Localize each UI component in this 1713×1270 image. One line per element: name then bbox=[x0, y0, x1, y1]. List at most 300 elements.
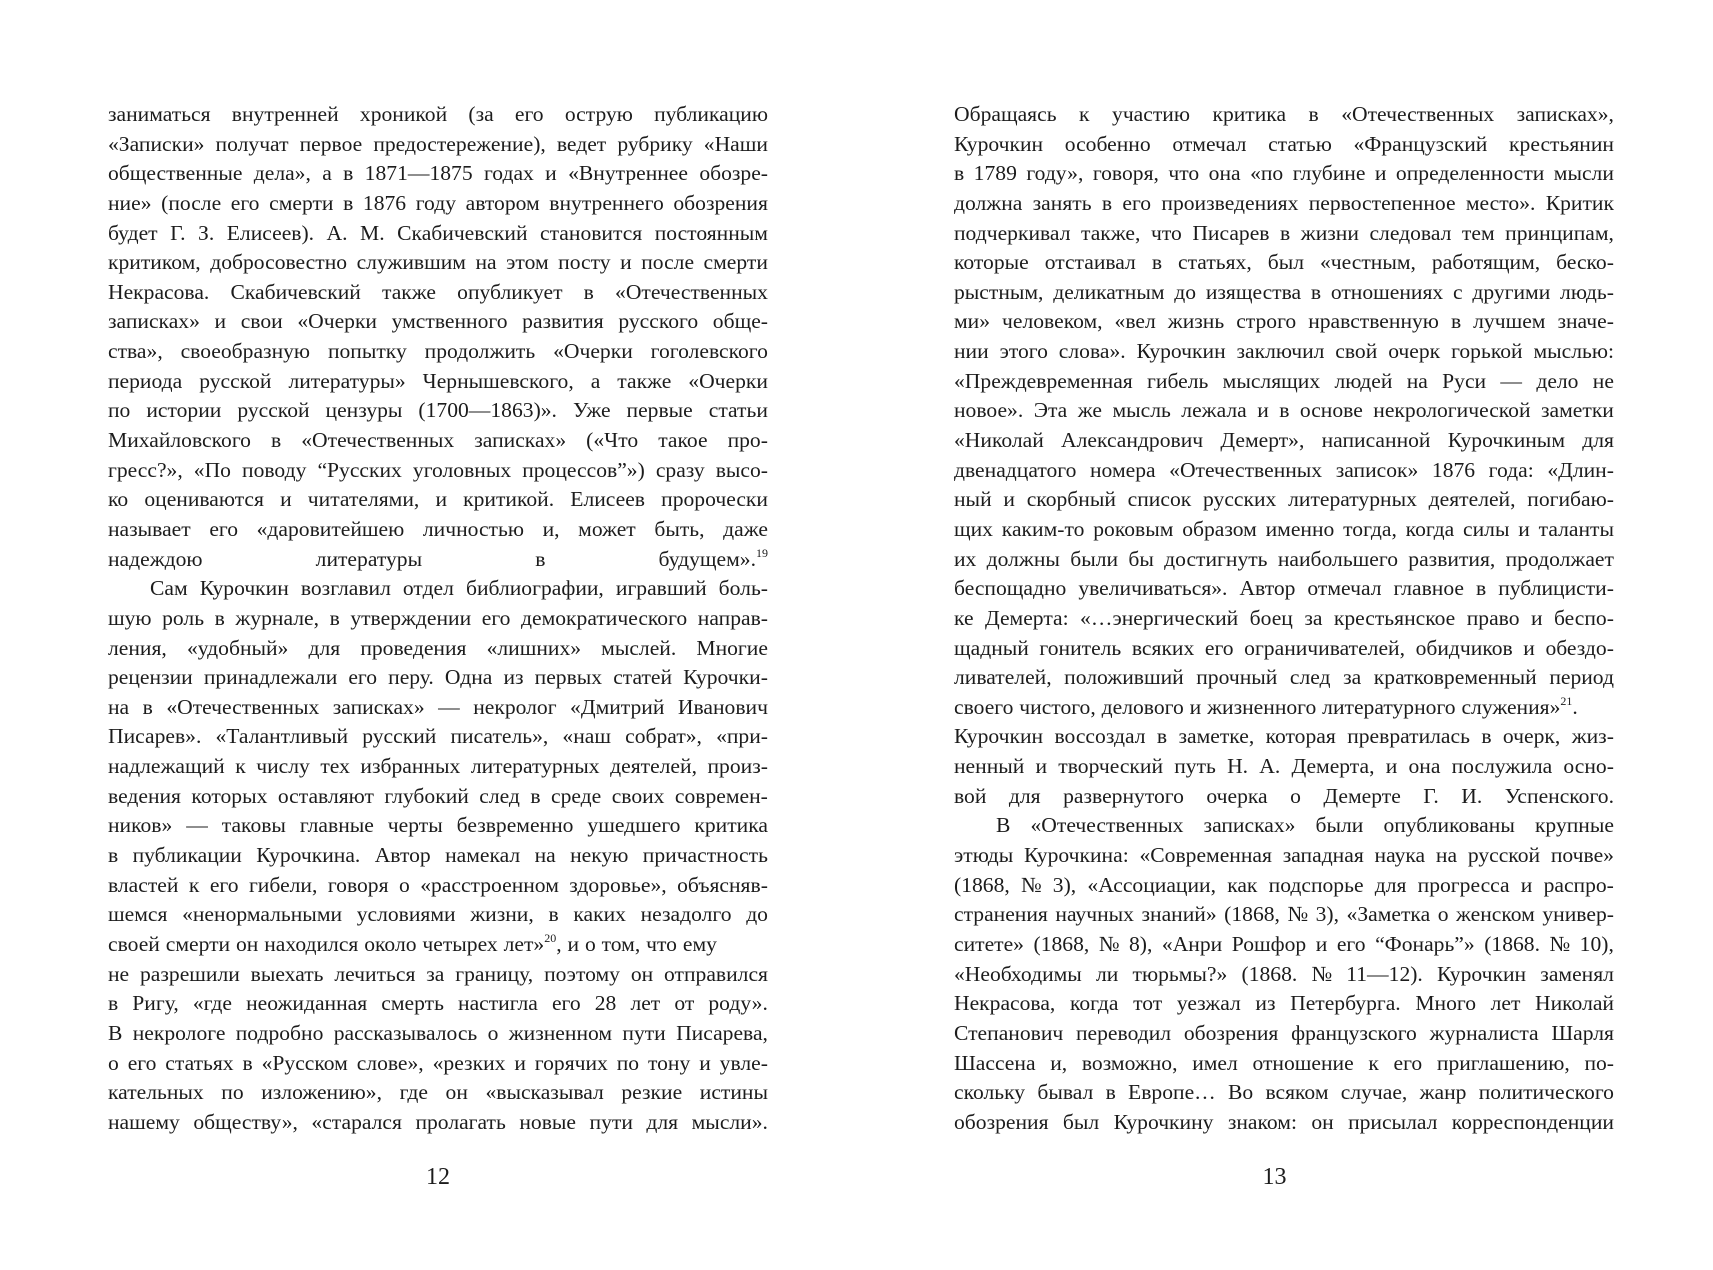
word: принадлежали bbox=[203, 665, 338, 690]
word: Рошфор bbox=[1231, 931, 1307, 956]
word: другими bbox=[1472, 279, 1551, 304]
word: лучшем bbox=[1473, 309, 1546, 334]
word: деликатным bbox=[1053, 279, 1165, 304]
word: лежала bbox=[1181, 398, 1247, 423]
word: рыстным, bbox=[954, 279, 1044, 304]
word: «удобный» bbox=[186, 635, 289, 660]
word: направ- bbox=[697, 605, 768, 630]
word: “Русских bbox=[317, 457, 402, 482]
word: людь- bbox=[1560, 279, 1614, 304]
word: первые bbox=[626, 398, 693, 423]
page-number: 12 bbox=[426, 1164, 450, 1190]
word: записках» bbox=[474, 428, 567, 453]
word: жиз- bbox=[1571, 724, 1614, 749]
word: Автор bbox=[374, 843, 431, 868]
word: незадолго bbox=[640, 902, 732, 927]
word: В bbox=[996, 813, 1011, 838]
word: и bbox=[699, 1050, 711, 1075]
word: и bbox=[620, 250, 632, 275]
word: Автор bbox=[1239, 576, 1296, 601]
word: по bbox=[616, 1050, 640, 1075]
word: бы bbox=[1128, 546, 1154, 571]
word: роковым bbox=[1093, 516, 1174, 541]
word: причастность bbox=[642, 843, 768, 868]
footnote-ref-20[interactable]: 20 bbox=[544, 930, 557, 945]
word: своих bbox=[611, 783, 665, 808]
word: «Необходимы bbox=[954, 961, 1082, 986]
word: мыслящих bbox=[1222, 368, 1321, 393]
right-page bbox=[856, 0, 1713, 1270]
word: статьях bbox=[165, 1050, 234, 1075]
word: отстаивал bbox=[1044, 250, 1136, 275]
word: 1789 bbox=[973, 161, 1017, 186]
right-page-text bbox=[954, 100, 1614, 1137]
word: 10), bbox=[1579, 931, 1614, 956]
word: критиком, bbox=[108, 250, 201, 275]
word: и bbox=[1035, 754, 1048, 779]
text-line bbox=[108, 485, 768, 515]
word: произ- bbox=[707, 754, 768, 779]
word: же bbox=[1077, 398, 1102, 423]
word: «Отечественных bbox=[615, 279, 768, 304]
word: статей bbox=[613, 665, 673, 690]
word: продолжить bbox=[424, 339, 536, 364]
word: (после bbox=[161, 190, 222, 215]
word: библиографии, bbox=[465, 576, 604, 601]
word: его bbox=[127, 1050, 157, 1075]
word: жизни, bbox=[470, 902, 534, 927]
word: объясняв- bbox=[677, 872, 768, 897]
text-line bbox=[108, 722, 768, 752]
word: намекал bbox=[445, 843, 521, 868]
word: и bbox=[214, 309, 227, 334]
text-line bbox=[954, 722, 1614, 752]
text-line bbox=[954, 752, 1614, 782]
word: подробно bbox=[235, 1020, 324, 1045]
word: ный bbox=[954, 487, 992, 512]
word: по bbox=[108, 398, 131, 423]
text-line bbox=[108, 1049, 768, 1079]
word: след bbox=[1289, 665, 1331, 690]
word: двенадцатого bbox=[954, 457, 1077, 482]
word: перу. bbox=[388, 665, 434, 690]
word: отношениях bbox=[1330, 279, 1444, 304]
word: Шарля bbox=[1551, 1020, 1614, 1045]
word: западная bbox=[1282, 843, 1364, 868]
word: Критик bbox=[1545, 190, 1614, 215]
word: надлежащий bbox=[108, 754, 225, 779]
word: ведения bbox=[108, 783, 181, 808]
text-line bbox=[108, 634, 768, 664]
word: «Очерки bbox=[553, 339, 633, 364]
word: знаком: bbox=[1227, 1109, 1297, 1134]
word: «Анри bbox=[1161, 931, 1223, 956]
word: произведениях bbox=[1161, 190, 1299, 215]
word: здоровье», bbox=[569, 872, 667, 897]
word: ушедшего bbox=[587, 813, 681, 838]
word: его bbox=[348, 665, 378, 690]
word: на bbox=[1406, 368, 1428, 393]
word: Курочкиным bbox=[1447, 428, 1565, 453]
word: «резких bbox=[432, 1050, 506, 1075]
word: из bbox=[1255, 991, 1276, 1016]
word: Степанович bbox=[954, 1020, 1064, 1045]
word: к bbox=[1079, 102, 1090, 126]
word: жанр bbox=[1419, 1080, 1467, 1105]
word: № bbox=[1549, 931, 1571, 956]
word: в bbox=[1156, 724, 1168, 749]
word: образом bbox=[1182, 516, 1257, 541]
word: русский bbox=[362, 724, 437, 749]
word: людей bbox=[1334, 368, 1393, 393]
word: общественные bbox=[108, 161, 243, 186]
word: основе bbox=[1299, 398, 1363, 423]
word: рубрику bbox=[617, 131, 693, 156]
word: «расстроенном bbox=[420, 872, 559, 897]
text-line bbox=[108, 248, 768, 278]
text-line bbox=[954, 871, 1614, 901]
text-line bbox=[954, 456, 1614, 486]
word: увеличиваться». bbox=[1078, 576, 1228, 601]
word: «Отечественных bbox=[1169, 457, 1323, 482]
word: Некрасова. bbox=[108, 279, 210, 304]
word: некролог bbox=[473, 694, 557, 719]
word: не bbox=[108, 961, 130, 986]
word: А. bbox=[1259, 754, 1281, 779]
word: его bbox=[209, 516, 239, 541]
word: № bbox=[1020, 872, 1042, 897]
word: В bbox=[108, 1020, 123, 1045]
text-line bbox=[954, 396, 1614, 426]
word: в bbox=[1151, 250, 1163, 275]
word: черты bbox=[387, 813, 443, 838]
word: ливателей, bbox=[954, 665, 1052, 690]
word: ко bbox=[108, 487, 129, 512]
word: критикой. bbox=[463, 487, 555, 512]
word: острую bbox=[564, 102, 633, 126]
word: «Очерки bbox=[688, 368, 768, 393]
word: (1868, bbox=[954, 872, 1010, 897]
word: в bbox=[1310, 279, 1322, 304]
word: за bbox=[1304, 605, 1323, 630]
word: и bbox=[1374, 161, 1387, 186]
word: научных bbox=[1055, 902, 1134, 927]
text-line bbox=[954, 811, 1614, 841]
word: критика bbox=[1212, 102, 1287, 126]
text-line-start: своей смерти он находился около четырех лет» bbox=[108, 931, 545, 956]
word: из bbox=[503, 665, 524, 690]
word: участию bbox=[1112, 102, 1190, 126]
word: кратковременный bbox=[1373, 665, 1537, 690]
word: которые bbox=[954, 250, 1029, 275]
word: истории bbox=[146, 398, 222, 423]
word: воссоздал bbox=[1054, 724, 1146, 749]
word: щих bbox=[954, 516, 993, 541]
word: на bbox=[534, 843, 556, 868]
word: русской bbox=[237, 398, 310, 423]
word: мысли bbox=[1553, 161, 1614, 186]
word: некую bbox=[570, 843, 629, 868]
word: этого bbox=[999, 339, 1048, 364]
word: первых bbox=[534, 665, 603, 690]
word: не bbox=[1592, 368, 1614, 393]
word: путь bbox=[1174, 754, 1216, 779]
text-line-content bbox=[108, 930, 717, 960]
word: когда bbox=[1405, 516, 1455, 541]
word: роль bbox=[162, 605, 205, 630]
word: разрешили bbox=[140, 961, 240, 986]
word: также bbox=[617, 368, 672, 393]
word: Демерт», bbox=[1220, 428, 1305, 453]
word: русской bbox=[1467, 843, 1541, 868]
word: для bbox=[646, 1109, 679, 1134]
word: «Русском bbox=[261, 1050, 348, 1075]
word: ников» bbox=[108, 813, 173, 838]
word: переводил bbox=[1076, 1020, 1172, 1045]
word: опубликованы bbox=[1383, 813, 1515, 838]
word: после bbox=[641, 250, 695, 275]
word: журнале, bbox=[235, 605, 319, 630]
word: она bbox=[1208, 161, 1241, 186]
word: рецензии bbox=[108, 665, 193, 690]
word: Много bbox=[1415, 991, 1476, 1016]
word: он bbox=[1311, 1109, 1334, 1134]
word: (1868, bbox=[1224, 902, 1280, 927]
word: высо- bbox=[715, 457, 768, 482]
word: некрологической bbox=[1373, 398, 1531, 423]
word: властей bbox=[108, 872, 179, 897]
word: «даровитейшею bbox=[256, 516, 405, 541]
word: среде bbox=[550, 783, 602, 808]
word: следовал bbox=[1369, 220, 1452, 245]
text-line bbox=[108, 1078, 768, 1108]
text-line bbox=[108, 782, 768, 812]
word: горькой bbox=[1451, 339, 1523, 364]
word: «вел bbox=[1114, 309, 1156, 334]
word: добросовестно bbox=[210, 250, 348, 275]
word: увле- bbox=[719, 1050, 768, 1075]
word: также, bbox=[1081, 220, 1141, 245]
word: о bbox=[398, 872, 410, 897]
word: — bbox=[438, 694, 460, 719]
word: утверждении bbox=[350, 605, 472, 630]
text-line bbox=[108, 278, 768, 308]
word: лет bbox=[630, 991, 661, 1016]
word: «Талантливый bbox=[215, 724, 349, 749]
word: а bbox=[590, 368, 601, 393]
word: заменял bbox=[1540, 961, 1614, 986]
text-line bbox=[108, 663, 768, 693]
word: в bbox=[108, 843, 119, 868]
word: беспощадно bbox=[954, 576, 1067, 601]
word: в bbox=[214, 605, 225, 630]
word: были bbox=[1315, 813, 1364, 838]
word: в bbox=[1280, 220, 1291, 245]
word: ведет bbox=[556, 131, 607, 156]
word: границу, bbox=[455, 961, 534, 986]
word: «Наши bbox=[703, 131, 768, 156]
word: гонитель bbox=[1039, 635, 1122, 660]
word: Скабичевский bbox=[230, 279, 361, 304]
text-line: вой для развернутого очерка о Демерте Г. И. Успенского. bbox=[954, 783, 1614, 808]
word: также bbox=[382, 279, 437, 304]
word: условиями bbox=[356, 902, 456, 927]
text-line bbox=[954, 663, 1614, 693]
word: поэтому bbox=[544, 961, 620, 986]
word: свой bbox=[1335, 339, 1378, 364]
word: в bbox=[1450, 309, 1462, 334]
word: Сам bbox=[150, 576, 188, 601]
word: Некрасова, bbox=[954, 991, 1056, 1016]
word: глубокий bbox=[384, 783, 469, 808]
word: журналиста bbox=[1429, 1020, 1539, 1045]
text-line bbox=[108, 841, 768, 871]
word: Курочкин bbox=[954, 724, 1044, 749]
word: роду». bbox=[708, 991, 768, 1016]
word: за bbox=[1343, 665, 1362, 690]
word: почве» bbox=[1550, 843, 1614, 868]
word: место». bbox=[1465, 190, 1536, 215]
word: ненный bbox=[954, 754, 1025, 779]
word: № bbox=[1098, 931, 1120, 956]
word: право bbox=[1466, 605, 1520, 630]
text-line bbox=[108, 693, 768, 723]
word: заниматься bbox=[108, 102, 211, 126]
word: присылал bbox=[1348, 1109, 1438, 1134]
word: Демерта, bbox=[1291, 754, 1375, 779]
word: с bbox=[1452, 279, 1463, 304]
word: беско- bbox=[1556, 250, 1614, 275]
word: становится bbox=[540, 220, 643, 245]
word: внутренней bbox=[231, 102, 339, 126]
text-line bbox=[954, 130, 1614, 160]
word: Курочкин bbox=[1437, 961, 1527, 986]
page-number: 13 bbox=[1262, 1164, 1287, 1190]
text-line bbox=[108, 426, 768, 456]
word: (1700—1863)». bbox=[418, 398, 557, 423]
word: где bbox=[399, 1080, 428, 1105]
word: может bbox=[578, 516, 636, 541]
word: про- bbox=[727, 428, 768, 453]
text-line bbox=[954, 604, 1614, 634]
text-line bbox=[954, 307, 1614, 337]
text-line bbox=[108, 130, 768, 160]
word: таланты bbox=[1538, 516, 1614, 541]
word: 1876 bbox=[1431, 457, 1476, 482]
footnote-ref-19[interactable]: 19 bbox=[756, 545, 768, 560]
word: его bbox=[1336, 931, 1366, 956]
word: Михайловского bbox=[108, 428, 251, 453]
word: мысль bbox=[1112, 398, 1171, 423]
word: всяких bbox=[1131, 635, 1195, 660]
word: статью bbox=[1268, 131, 1332, 156]
text-line bbox=[108, 337, 768, 367]
footnote-ref-21[interactable]: 21 bbox=[1560, 693, 1573, 708]
word: тех bbox=[320, 754, 350, 779]
word: пророчески bbox=[661, 487, 768, 512]
word: принципам, bbox=[1505, 220, 1614, 245]
word: силы bbox=[1463, 516, 1510, 541]
word: «наш bbox=[562, 724, 611, 749]
word: безвременно bbox=[456, 813, 574, 838]
word: «По bbox=[193, 457, 231, 482]
word: в bbox=[583, 279, 594, 304]
word: в bbox=[271, 428, 282, 453]
word: оставляют bbox=[277, 783, 374, 808]
word: “Фонарь”» bbox=[1375, 931, 1475, 956]
word: лечиться bbox=[334, 961, 416, 986]
word: гресс?», bbox=[108, 457, 183, 482]
text-line bbox=[954, 900, 1614, 930]
word: его bbox=[1204, 635, 1234, 660]
word: мысли». bbox=[691, 1109, 768, 1134]
word: Уже bbox=[572, 398, 611, 423]
word: Скабичевский bbox=[397, 220, 528, 245]
word: «…энергический bbox=[1080, 605, 1239, 630]
left-page-text bbox=[108, 100, 768, 1137]
word: Чернышевского, bbox=[422, 368, 574, 393]
text-line bbox=[108, 515, 768, 545]
word: — bbox=[1500, 368, 1523, 393]
word: проведения bbox=[360, 635, 467, 660]
word: русских bbox=[1203, 487, 1277, 512]
word: главные bbox=[299, 813, 374, 838]
text-line bbox=[108, 307, 768, 337]
word: пролагать bbox=[415, 1109, 506, 1134]
word: очерк bbox=[1388, 339, 1441, 364]
word: таковы bbox=[221, 813, 286, 838]
word: пути bbox=[589, 1109, 633, 1134]
word: «Отечественных bbox=[301, 428, 455, 453]
word: корреспонденции bbox=[1451, 1109, 1614, 1134]
word: № bbox=[1311, 961, 1333, 986]
word: смерти bbox=[269, 190, 334, 215]
word: 3), bbox=[1315, 902, 1339, 927]
word: гоголевского bbox=[650, 339, 768, 364]
word: в bbox=[548, 902, 559, 927]
word: годах bbox=[483, 161, 534, 186]
word: говоря, bbox=[1092, 161, 1159, 186]
word: «Внутреннее bbox=[568, 161, 688, 186]
word: собрат», bbox=[625, 724, 702, 749]
word: шемся bbox=[108, 902, 168, 927]
word: в bbox=[1279, 398, 1290, 423]
word: для bbox=[1582, 428, 1614, 453]
word: к bbox=[188, 872, 200, 897]
word: смерть bbox=[381, 991, 444, 1016]
word: свои bbox=[240, 309, 283, 334]
word: кательных bbox=[108, 1080, 204, 1105]
word: Европе… bbox=[1128, 1080, 1216, 1105]
word: литературных bbox=[1288, 487, 1417, 512]
word: отмечал bbox=[1307, 576, 1382, 601]
word: А. bbox=[326, 220, 348, 245]
text-line bbox=[108, 871, 768, 901]
word: в bbox=[954, 161, 965, 186]
word: «Отечественных bbox=[166, 694, 320, 719]
word: «Записки» bbox=[108, 131, 205, 156]
text-line bbox=[108, 752, 768, 782]
word: даже bbox=[723, 516, 768, 541]
word: служившим bbox=[356, 250, 466, 275]
word: в bbox=[343, 190, 354, 215]
word: до bbox=[1174, 279, 1197, 304]
word: автором bbox=[465, 190, 540, 215]
word: что bbox=[1168, 161, 1200, 186]
word: «честным, bbox=[1320, 250, 1416, 275]
word: публицисти- bbox=[1498, 576, 1614, 601]
word: ограничивателей, bbox=[1244, 635, 1405, 660]
